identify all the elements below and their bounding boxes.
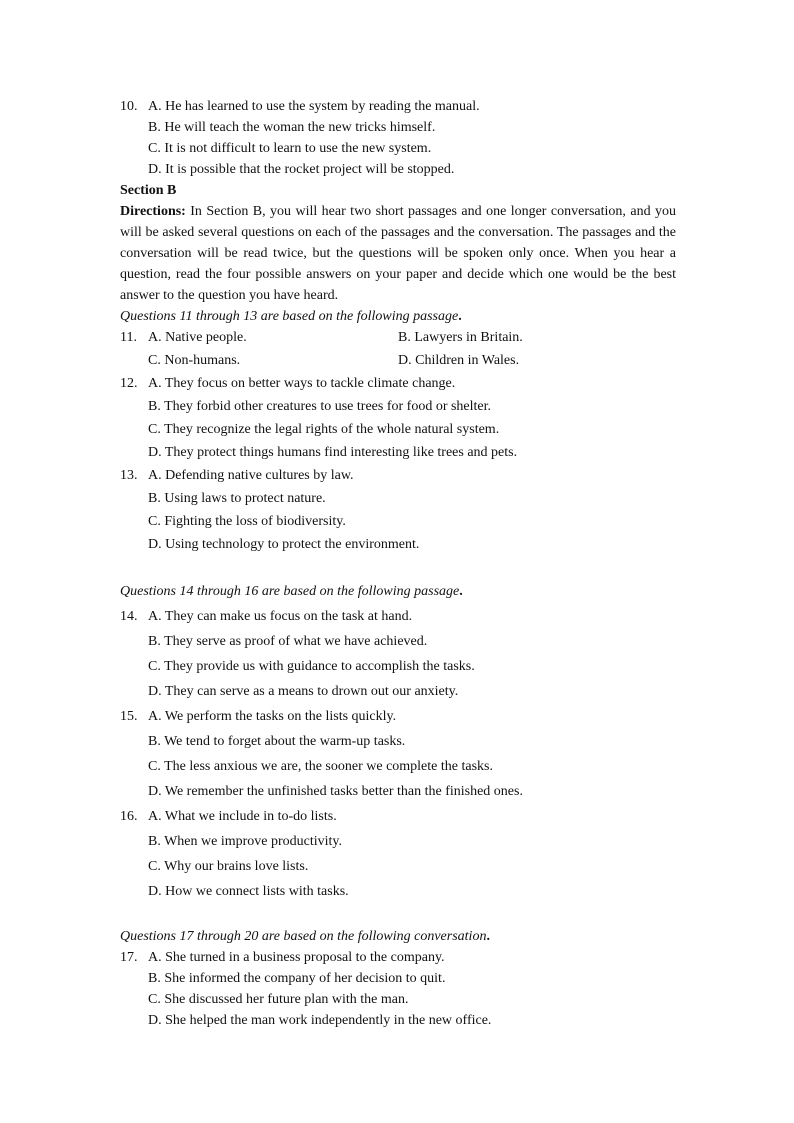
- option-b: B. They serve as proof of what we have achieved.: [148, 634, 428, 649]
- question-17: [120, 947, 676, 1031]
- option-a: A. She turned in a business proposal to the company.: [148, 950, 445, 965]
- question-number: 14.: [120, 609, 138, 624]
- option-c: C. Why our brains love lists.: [148, 859, 309, 874]
- question-number: 15.: [120, 709, 138, 724]
- intro-text: Questions 14 through 16 are based on the following passage: [120, 584, 460, 599]
- option-d: D. It is possible that the rocket project will be stopped.: [148, 162, 455, 177]
- question-14: [120, 606, 676, 706]
- option-a: A. They can make us focus on the task at hand.: [148, 609, 413, 624]
- intro-period: .: [458, 309, 462, 324]
- option-b: B. He will teach the woman the new tricks himself.: [148, 120, 436, 135]
- option-b: B. Using laws to protect nature.: [148, 491, 326, 506]
- question-number: 13.: [120, 468, 138, 483]
- question-number: 16.: [120, 809, 138, 824]
- options-list: [148, 947, 676, 1031]
- intro-period: .: [486, 929, 490, 944]
- spacer: [120, 906, 676, 926]
- passage-intro-11-13: [120, 306, 676, 327]
- option-a: A. He has learned to use the system by reading the manual.: [148, 99, 480, 114]
- option-a: A. Native people.: [148, 330, 247, 345]
- directions-label: Directions:: [120, 204, 186, 219]
- options-list: [148, 806, 676, 906]
- option-b: B. They forbid other creatures to use trees for food or shelter.: [148, 399, 492, 414]
- conversation-intro-17-20: [120, 926, 676, 947]
- option-d: D. Using technology to protect the environment.: [148, 537, 420, 552]
- question-16: [120, 806, 676, 906]
- section-b-title: Section B: [120, 183, 177, 198]
- intro-text: Questions 11 through 13 are based on the following passage: [120, 309, 459, 324]
- option-d: D. They protect things humans find interesting like trees and pets.: [148, 445, 518, 460]
- options-list: [148, 606, 676, 706]
- question-13: [120, 465, 676, 557]
- option-c: C. They provide us with guidance to accomplish the tasks.: [148, 659, 475, 674]
- option-c: C. It is not difficult to learn to use the new system.: [148, 141, 432, 156]
- option-b: B. Lawyers in Britain.: [398, 330, 523, 345]
- option-c: C. She discussed her future plan with the man.: [148, 992, 409, 1007]
- question-number: 12.: [120, 376, 138, 391]
- option-a: A. Defending native cultures by law.: [148, 468, 354, 483]
- intro-period: .: [459, 584, 463, 599]
- directions-text: In Section B, you will hear two short passages and one longer conversation, and you will be asked several questions on each of the passages and the conversation. The passages and the conversation will be read twice, but the questions will be spoken only once. When you hear a question, read the four possible answers on your paper and decide which one would be the best answer to the question you have heard.: [120, 204, 676, 303]
- spacer: [120, 557, 676, 581]
- options-list: [148, 96, 676, 180]
- exam-page: [120, 96, 676, 1031]
- question-11: [120, 327, 676, 373]
- intro-text: Questions 17 through 20 are based on the following conversation: [120, 929, 487, 944]
- question-10: [120, 96, 676, 180]
- question-number: 17.: [120, 950, 138, 965]
- option-a: A. They focus on better ways to tackle climate change.: [148, 376, 456, 391]
- passage-intro-14-16: [120, 581, 676, 602]
- option-b: B. When we improve productivity.: [148, 834, 343, 849]
- question-15: [120, 706, 676, 806]
- option-d: D. How we connect lists with tasks.: [148, 884, 349, 899]
- question-12: [120, 373, 676, 465]
- options-list: [148, 465, 676, 557]
- option-b: B. She informed the company of her decision to quit.: [148, 971, 446, 986]
- option-d: D. They can serve as a means to drown out our anxiety.: [148, 684, 459, 699]
- option-d: D. We remember the unfinished tasks better than the finished ones.: [148, 784, 523, 799]
- option-d: D. She helped the man work independently in the new office.: [148, 1013, 492, 1028]
- option-d: D. Children in Wales.: [398, 353, 520, 368]
- options-grid: [148, 327, 676, 373]
- section-b-directions: [120, 201, 676, 306]
- option-c: C. The less anxious we are, the sooner we complete the tasks.: [148, 759, 493, 774]
- options-list: [148, 706, 676, 806]
- option-c: C. Fighting the loss of biodiversity.: [148, 514, 346, 529]
- question-number: 11.: [120, 330, 137, 345]
- options-list: [148, 373, 676, 465]
- option-a: A. What we include in to-do lists.: [148, 809, 337, 824]
- option-c: C. They recognize the legal rights of the whole natural system.: [148, 422, 500, 437]
- option-c: C. Non-humans.: [148, 353, 241, 368]
- option-a: A. We perform the tasks on the lists quickly.: [148, 709, 397, 724]
- question-number: 10.: [120, 99, 138, 114]
- option-b: B. We tend to forget about the warm-up tasks.: [148, 734, 406, 749]
